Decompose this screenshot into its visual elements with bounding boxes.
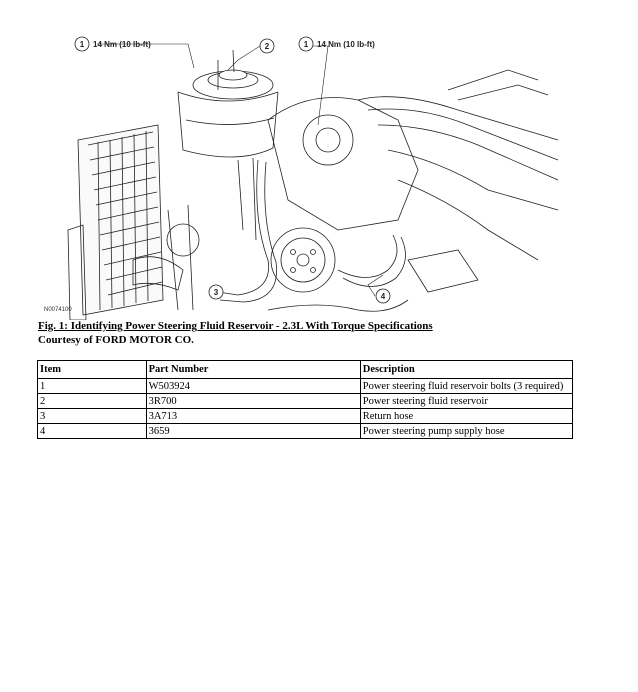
item-cell: 3 bbox=[38, 409, 147, 424]
part-number-cell: W503924 bbox=[146, 379, 360, 394]
part-number-cell: 3A713 bbox=[146, 409, 360, 424]
item-cell: 2 bbox=[38, 394, 147, 409]
description-cell: Power steering fluid reservoir bolts (3 required) bbox=[360, 379, 572, 394]
svg-text:2: 2 bbox=[264, 42, 270, 51]
callout-4 bbox=[376, 289, 390, 303]
table-row bbox=[38, 424, 573, 439]
caption-title: Fig. 1: Identifying Power Steering Fluid Reservoir - 2.3L With Torque Specifications bbox=[38, 320, 433, 332]
description-cell: Power steering pump supply hose bbox=[360, 424, 572, 439]
description-cell: Return hose bbox=[360, 409, 572, 424]
column-header-part-number: Part Number bbox=[146, 361, 360, 379]
table-header-row bbox=[38, 361, 573, 379]
caption-credit: Courtesy of FORD MOTOR CO. bbox=[38, 334, 194, 346]
svg-text:14 Nm (10 lb-ft): 14 Nm (10 lb-ft) bbox=[317, 40, 375, 49]
part-number-cell: 3659 bbox=[146, 424, 360, 439]
column-header-description: Description bbox=[360, 361, 572, 379]
table-row bbox=[38, 394, 573, 409]
description-cell: Power steering fluid reservoir bbox=[360, 394, 572, 409]
svg-text:4: 4 bbox=[380, 292, 386, 301]
svg-text:1: 1 bbox=[303, 40, 309, 49]
table-row bbox=[38, 379, 573, 394]
engine-illustration bbox=[38, 30, 578, 320]
svg-text:1: 1 bbox=[79, 40, 85, 49]
callout-1-left bbox=[75, 37, 151, 51]
figure-id: N0074100 bbox=[44, 307, 72, 313]
radiator-drawing bbox=[68, 125, 163, 320]
parts-table bbox=[37, 360, 573, 439]
callout-2 bbox=[260, 39, 274, 53]
table-row bbox=[38, 409, 573, 424]
item-cell: 1 bbox=[38, 379, 147, 394]
callout-1-right bbox=[299, 37, 375, 51]
svg-text:14 Nm (10 lb-ft): 14 Nm (10 lb-ft) bbox=[93, 40, 151, 49]
callout-3 bbox=[209, 285, 223, 299]
column-header-item: Item bbox=[38, 361, 147, 379]
item-cell: 4 bbox=[38, 424, 147, 439]
figure-caption bbox=[38, 319, 578, 347]
pump-pulley-drawing bbox=[271, 228, 335, 292]
reservoir-drawing bbox=[178, 70, 278, 240]
part-number-cell: 3R700 bbox=[146, 394, 360, 409]
svg-text:3: 3 bbox=[213, 288, 219, 297]
